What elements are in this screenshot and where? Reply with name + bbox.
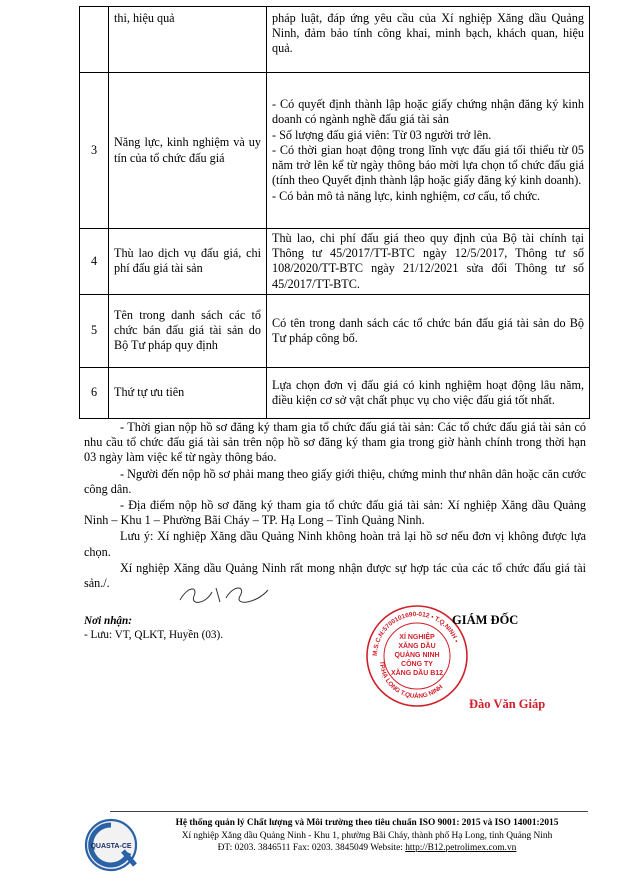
criteria-name: Thù lao dịch vụ đấu giá, chi phí đấu giá tài sản	[109, 229, 267, 295]
requirement-line: - Có quyết định thành lập hoặc giấy chứng nhận đăng ký kinh doanh có ngành nghề đấu giá tài sản	[272, 97, 584, 127]
requirement-line: pháp luật, đáp ứng yêu cầu của Xí nghiệp Xăng dầu Quảng Ninh, đảm bảo tính công khai, minh bạch, khách quan, hiệu quả.	[272, 11, 584, 56]
criteria-row	[80, 229, 590, 295]
svg-text:CÔNG TY: CÔNG TY	[401, 661, 433, 668]
criteria-number: 6	[80, 367, 109, 418]
requirement-line: Lựa chọn đơn vị đấu giá có kinh nghiệm hoạt động lâu năm, điều kiện cơ sở vật chất phục vụ cho việc đấu giá tốt nhất.	[272, 377, 584, 407]
notes-section	[84, 420, 586, 592]
svg-text:XĂNG DẦU: XĂNG DẦU	[398, 643, 436, 650]
note-submission-location: - Địa điểm nộp hồ sơ đăng ký tham gia tổ chức đấu giá tài sản: Xí nghiệp Xăng dầu Quảng Ninh – Khu 1 – Phường Bãi Cháy – TP. Hạ Long – Tỉnh Quảng Ninh.	[84, 498, 586, 528]
note-no-return: Lưu ý: Xí nghiệp Xăng dầu Quảng Ninh không hoàn trả lại hồ sơ nếu đơn vị không được lựa chọn.	[84, 529, 586, 559]
quasta-ce-logo	[83, 817, 139, 873]
criteria-requirements	[267, 7, 590, 73]
criteria-number	[80, 7, 109, 73]
recipients-line: - Lưu: VT, QLKT, Huyền (03).	[84, 629, 224, 641]
footer-divider	[110, 811, 588, 812]
recipients-block	[84, 614, 223, 642]
criteria-name: Năng lực, kinh nghiệm và uy tín của tổ chức đấu giá	[109, 73, 267, 229]
recipients-heading: Nơi nhận:	[84, 615, 132, 627]
footer-contact-line	[147, 842, 587, 855]
requirement-line: Có tên trong danh sách các tổ chức bán đấu giá tài sản do Bộ Tư pháp công bố.	[272, 315, 584, 345]
criteria-row	[80, 73, 590, 229]
requirement-line: - Số lượng đấu giá viên: Từ 03 người trở lên.	[272, 127, 492, 142]
criteria-requirements	[267, 294, 590, 367]
requirement-line: Thù lao, chi phí đấu giá theo quy định của Bộ tài chính tại Thông tư 45/2017/TT-BTC ngày 12/5/2017, Thông tư số 108/2020/TT-BTC ngày 21/12/2021 sửa đổi Thông tư số 45/2017/TT-BTC.	[272, 231, 584, 291]
criteria-number: 3	[80, 73, 109, 229]
svg-text:QUASTA-CE: QUASTA-CE	[90, 843, 132, 850]
svg-text:XÍ NGHIỆP: XÍ NGHIỆP	[399, 634, 435, 641]
criteria-number: 5	[80, 294, 109, 367]
criteria-requirements	[267, 229, 590, 295]
footer-website-link[interactable]: http://B12.petrolimex.com.vn	[405, 843, 517, 853]
criteria-row	[80, 367, 590, 418]
note-submission-time: - Thời gian nộp hồ sơ đăng ký tham gia tổ chức đấu giá tài sản: Các tổ chức đấu giá tài sản có nhu cầu tổ chức đấu giá tài sản trên nộp hồ sơ đăng ký tham gia trong giờ hành chính trong thời hạn 03 ngày làm việc kể từ ngày thông báo.	[84, 420, 586, 465]
criteria-number: 4	[80, 229, 109, 295]
svg-text:XĂNG DẦU B12: XĂNG DẦU B12	[390, 670, 444, 677]
svg-text:TP.HẠ LONG T.QUẢNG NINH: TP.HẠ LONG T.QUẢNG NINH	[377, 660, 445, 701]
criteria-requirements	[267, 367, 590, 418]
criteria-name: Thứ tự ưu tiên	[109, 367, 267, 418]
signer-name: Đào Văn Giáp	[469, 697, 546, 711]
svg-text:QUẢNG NINH: QUẢNG NINH	[394, 652, 440, 659]
svg-text:M.S.C.N:5700101690-012 • T.Q.N: M.S.C.N:5700101690-012 • T.Q.NINH •	[371, 610, 460, 657]
criteria-table	[79, 6, 590, 419]
note-documents-required: - Người đến nộp hồ sơ phải mang theo giấy giới thiệu, chứng minh thư nhân dân hoặc căn cước công dân.	[84, 466, 586, 496]
criteria-name: thi, hiệu quả	[109, 7, 267, 73]
criteria-row	[80, 7, 590, 73]
criteria-row	[80, 294, 590, 367]
footer-address-line: Xí nghiệp Xăng dầu Quảng Ninh - Khu 1, phường Bãi Cháy, thành phố Hạ Long, tỉnh Quảng Ninh	[181, 830, 553, 841]
requirement-line: - Có thời gian hoạt động trong lĩnh vực đấu giá tối thiểu từ 05 năm trở lên kể từ ngày thông báo mời lựa chọn tổ chức đấu giá (tính theo Quyết định thành lập hoặc giấy đăng ký kinh doanh).	[272, 142, 584, 188]
footer-iso-line: Hệ thống quản lý Chất lượng và Môi trường theo tiêu chuẩn ISO 9001: 2015 và ISO 14001:2015	[175, 818, 559, 828]
director-title: GIÁM ĐỐC	[452, 613, 519, 627]
note-closing: Xí nghiệp Xăng dầu Quảng Ninh rất mong nhận được sự hợp tác của các tổ chức đấu giá tài sản./.	[84, 560, 586, 591]
criteria-requirements	[267, 73, 590, 229]
footer-phone-fax: ĐT: 0203. 3846511 Fax: 0203. 3845049 Website:	[217, 843, 406, 853]
criteria-name: Tên trong danh sách các tổ chức bán đấu giá tài sản do Bộ Tư pháp quy định	[109, 294, 267, 367]
requirement-line: - Có bản mô tả năng lực, kinh nghiệm, cơ cấu, tổ chức.	[272, 188, 541, 203]
initials-scribble	[176, 582, 276, 608]
footer-text	[147, 817, 587, 855]
